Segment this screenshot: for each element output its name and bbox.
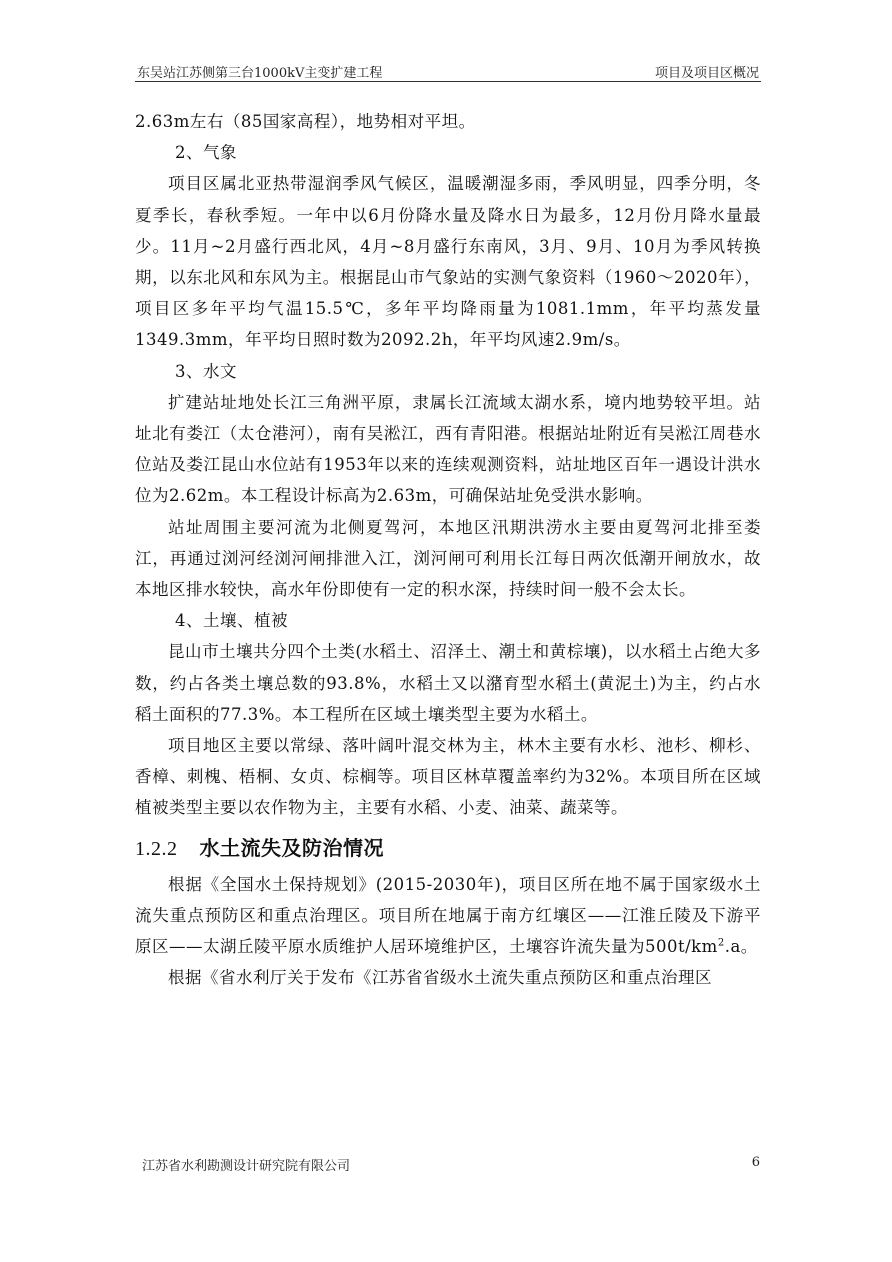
paragraph-erosion-1-tail: .a。 (724, 937, 758, 957)
superscript-2: 2 (717, 937, 725, 949)
paragraph-hydrology-2: 站址周围主要河流为北侧夏驾河，本地区汛期洪涝水主要由夏驾河北排至娄江，再通过浏河经浏河闸排泄入江，浏河闸可利用长江每日两次低潮开闸放水，故本地区排水较快，高水年份即使有一定的积水深，持续时间一般不会太长。 (135, 517, 761, 600)
header-section-title: 项目及项目区概况 (654, 66, 759, 81)
header-rule (135, 81, 761, 82)
paragraph-climate: 项目区属北亚热带湿润季风气候区，温暖潮湿多雨，季风明显，四季分明，冬夏季长，春秋季短。一年中以6月份降水量及降水日为最多，12月份月降水量最少。11月~2月盛行西北风，4月~8月盛行东南风，3月、9月、10月为季风转换期，以东北风和东风为主。根据昆山市气象站的实测气象资料（1960～2020年），项目区多年平均气温15.5℃，多年平均降雨量为1081.1mm，年平均蒸发量1349.3mm，年平均日照时数为2092.2h，年平均风速2.9m/s。 (135, 174, 761, 350)
paragraph-soil: 昆山市土壤共分四个土类(水稻土、沼泽土、潮土和黄棕壤)，以水稻土占绝大多数，约占各类土壤总数的93.8%，水稻土又以潴育型水稻土(黄泥土)为主，约占水稻土面积的77.3%。本工程所在区域土壤类型主要为水稻土。 (135, 642, 761, 724)
subheading-climate: 2、气象 (175, 143, 237, 163)
paragraph-terrain: 2.63m左右（85国家高程），地势相对平坦。 (135, 112, 476, 131)
paragraph-hydrology-1: 扩建站址地处长江三角洲平原，隶属长江流域太湖水系，境内地势较平坦。站址北有娄江（太仓港河），南有吴淞江，西有青阳港。根据站址附近有吴淞江周巷水位站及娄江昆山水位站有1953年以来的连续观测资料，站址地区百年一遇设计洪水位为2.62m。本工程设计标高为2.63m，可确保站址免受洪水影响。 (135, 392, 761, 506)
page-number: 6 (751, 1155, 760, 1170)
section-title: 水土流失及防治情况 (199, 835, 384, 860)
footer-organization: 江苏省水利勘测设计研究院有限公司 (142, 1159, 351, 1174)
header-project-title: 东吴站江苏侧第三台1000kV主变扩建工程 (137, 66, 383, 81)
section-heading (135, 830, 761, 867)
paragraph-erosion-2: 根据《省水利厅关于发布《江苏省省级水土流失重点预防区和重点治理区 (168, 968, 712, 988)
paragraph-erosion-1 (135, 869, 761, 963)
page-body (135, 106, 761, 993)
paragraph-vegetation: 项目地区主要以常绿、落叶阔叶混交林为主，林木主要有水杉、池杉、柳杉、香樟、刺槐、梧桐、女贞、棕榈等。项目区林草覆盖率约为32%。本项目所在区域植被类型主要以农作物为主，主要有水稻、小麦、油菜、蔬菜等。 (135, 736, 761, 818)
section-number: 1.2.2 (135, 837, 178, 860)
subheading-soil-vegetation: 4、土壤、植被 (175, 611, 288, 631)
subheading-hydrology: 3、水文 (175, 361, 237, 381)
paragraph-erosion-1-text: 根据《全国水土保持规划》(2015-2030年)，项目区所在地不属于国家级水土流失重点预防区和重点治理区。项目所在地属于南方红壤区——江淮丘陵及下游平原区——太湖丘陵平原水质维护人居环境维护区，土壤容许流失量为500t/km (135, 874, 761, 957)
